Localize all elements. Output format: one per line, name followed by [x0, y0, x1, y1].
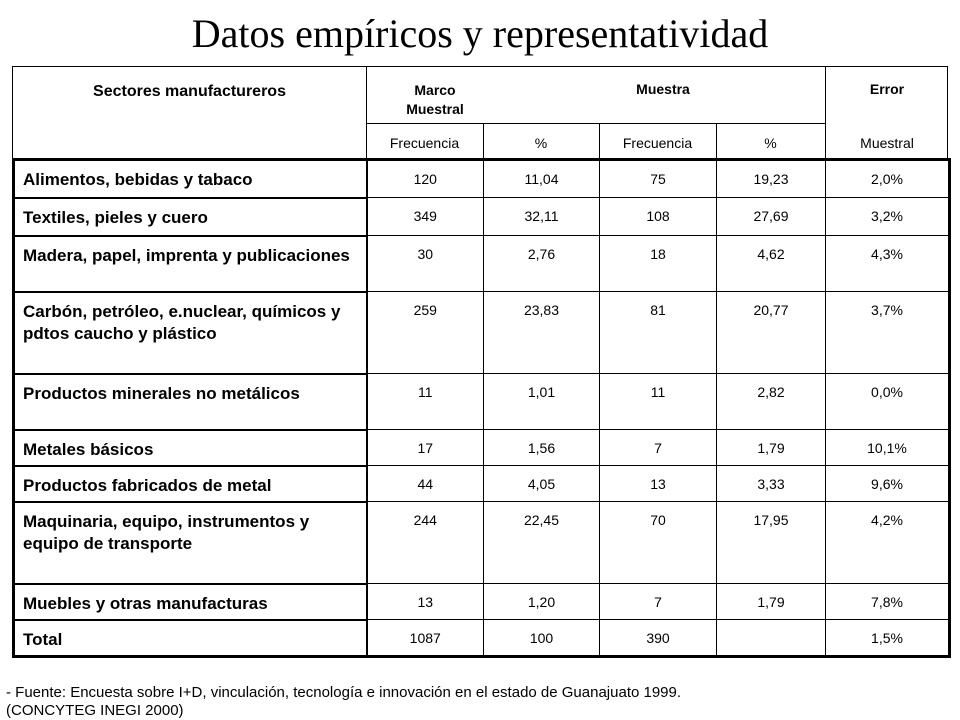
sector-cell: Productos minerales no metálicos	[14, 374, 367, 430]
marco-frecuencia-cell: 11	[367, 374, 484, 430]
muestra-pct-cell: 1,79	[717, 584, 826, 620]
error-cell: 9,6%	[826, 466, 950, 502]
header-muestra: Muestra	[636, 81, 690, 97]
muestra-frecuencia-cell: 7	[600, 430, 717, 466]
sector-cell: Productos fabricados de metal	[14, 466, 367, 502]
muestra-pct-cell: 27,69	[717, 198, 826, 236]
header-frecuencia-muestra: Frecuencia	[622, 135, 693, 151]
sector-cell: Maquinaria, equipo, instrumentos y equipo de transporte	[14, 502, 367, 584]
marco-pct-cell: 1,20	[484, 584, 600, 620]
page-title: Datos empíricos y representatividad	[191, 11, 769, 56]
source-note-line1: - Fuente: Encuesta sobre I+D, vinculación, tecnología e innovación en el estado de Guanajuato 1999.	[6, 684, 682, 701]
error-cell: 2,0%	[826, 160, 950, 198]
sector-cell: Total	[14, 620, 367, 657]
table-row	[14, 584, 950, 620]
muestra-frecuencia-cell: 81	[600, 292, 717, 374]
marco-pct-cell: 23,83	[484, 292, 600, 374]
table-row	[14, 466, 950, 502]
error-cell: 3,7%	[826, 292, 950, 374]
muestra-pct-cell	[717, 620, 826, 657]
marco-frecuencia-cell: 259	[367, 292, 484, 374]
source-note-line2: (CONCYTEG INEGI 2000)	[6, 702, 184, 719]
marco-pct-cell: 22,45	[484, 502, 600, 584]
muestra-pct-cell: 17,95	[717, 502, 826, 584]
muestra-frecuencia-cell: 18	[600, 236, 717, 292]
muestra-pct-cell: 2,82	[717, 374, 826, 430]
header-frecuencia-marco: Frecuencia	[389, 135, 460, 151]
muestra-pct-cell: 1,79	[717, 430, 826, 466]
muestra-frecuencia-cell: 13	[600, 466, 717, 502]
table-row	[14, 160, 950, 198]
muestra-frecuencia-cell: 75	[600, 160, 717, 198]
muestra-frecuencia-cell: 70	[600, 502, 717, 584]
muestra-pct-cell: 20,77	[717, 292, 826, 374]
marco-pct-cell: 1,01	[484, 374, 600, 430]
muestra-frecuencia-cell: 108	[600, 198, 717, 236]
table-row	[14, 374, 950, 430]
muestra-frecuencia-cell: 7	[600, 584, 717, 620]
header-pct-marco: %	[534, 135, 548, 151]
header-pct-muestra: %	[764, 135, 777, 151]
table-row	[14, 502, 950, 584]
error-cell: 4,2%	[826, 502, 950, 584]
marco-pct-cell: 2,76	[484, 236, 600, 292]
error-cell: 4,3%	[826, 236, 950, 292]
table-row	[14, 236, 950, 292]
marco-frecuencia-cell: 30	[367, 236, 484, 292]
header-sectores: Sectores manufactureros	[93, 83, 286, 100]
error-cell: 3,2%	[826, 198, 950, 236]
marco-frecuencia-cell: 1087	[367, 620, 484, 657]
table-row	[14, 430, 950, 466]
error-cell: 10,1%	[826, 430, 950, 466]
table-row	[14, 292, 950, 374]
error-cell: 1,5%	[826, 620, 950, 657]
error-cell: 7,8%	[826, 584, 950, 620]
header-error-muestral: Muestral	[860, 135, 914, 151]
sector-cell: Alimentos, bebidas y tabaco	[14, 160, 367, 198]
marco-frecuencia-cell: 17	[367, 430, 484, 466]
sector-cell: Muebles y otras manufacturas	[14, 584, 367, 620]
marco-pct-cell: 1,56	[484, 430, 600, 466]
marco-frecuencia-cell: 120	[367, 160, 484, 198]
marco-frecuencia-cell: 349	[367, 198, 484, 236]
marco-pct-cell: 11,04	[484, 160, 600, 198]
muestra-frecuencia-cell: 11	[600, 374, 717, 430]
data-table	[12, 158, 951, 658]
header-error: Error	[869, 81, 905, 97]
marco-pct-cell: 4,05	[484, 466, 600, 502]
muestra-pct-cell: 4,62	[717, 236, 826, 292]
marco-frecuencia-cell: 44	[367, 466, 484, 502]
total-row	[14, 620, 950, 657]
marco-frecuencia-cell: 13	[367, 584, 484, 620]
sector-cell: Carbón, petróleo, e.nuclear, químicos y pdtos caucho y plástico	[14, 292, 367, 374]
table-row	[14, 198, 950, 236]
marco-pct-cell: 100	[484, 620, 600, 657]
muestra-frecuencia-cell: 390	[600, 620, 717, 657]
sector-cell: Metales básicos	[14, 430, 367, 466]
header-subdivider	[366, 123, 825, 124]
error-cell: 0,0%	[826, 374, 950, 430]
marco-frecuencia-cell: 244	[367, 502, 484, 584]
sector-cell: Madera, papel, imprenta y publicaciones	[14, 236, 367, 292]
source-note	[6, 684, 681, 720]
table-header	[12, 66, 948, 158]
muestra-pct-cell: 3,33	[717, 466, 826, 502]
header-marco-muestral: Marco Muestral	[406, 82, 464, 117]
muestra-pct-cell: 19,23	[717, 160, 826, 198]
marco-pct-cell: 32,11	[484, 198, 600, 236]
sector-cell: Textiles, pieles y cuero	[14, 198, 367, 236]
